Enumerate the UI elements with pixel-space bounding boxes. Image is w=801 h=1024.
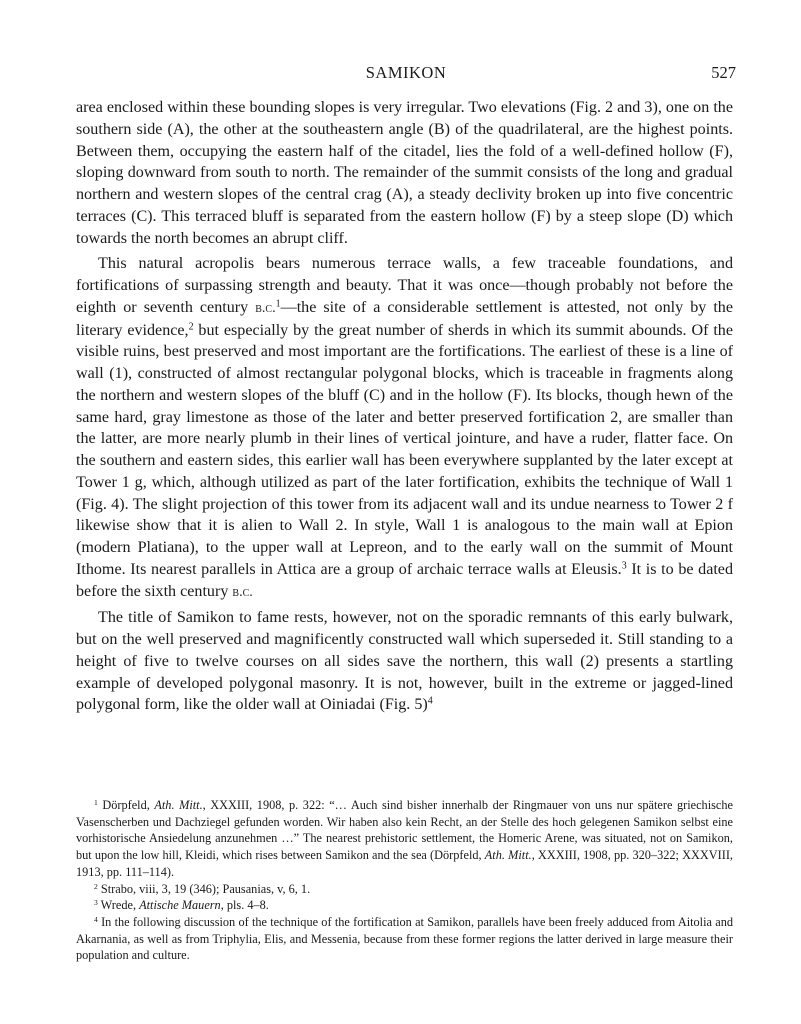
footnote-mark: 1 (94, 797, 98, 807)
paragraph-3: The title of Samikon to fame rests, however, not on the sporadic remnants of this early bulwark, but on the well preserved and magnificently constructed wall which superseded it. Still standing to a height of five to twelve courses on all sides save the northern, this wall (2) presents a startling example of developed polygonal masonry. It is not, however, built in the extreme or jagged-lined polygonal form, like the older wall at Oiniadai (Fig. 5)$^4$ (76, 609, 733, 714)
footnote-4: $^4$ In the following discussion of the technique of the fortification at Samikon, parallels have been freely adduced from Aitolia and Akarnania, as well as from Triphylia, Elis, and Messenia, because from these former regions the latter derived in large measure their population and culture. (76, 914, 733, 963)
footnote-1: $^1$ Dörpfeld, Ath. Mitt., XXXIII, 1908, p. 322: “… Auch sind bisher innerhalb der Ringmauer von uns nur spätere griechische Vasenscherben und Dachziegel gefunden worden. Wir haben also kein Recht, an der Stelle des hoch gelegenen Samikon selbst eine vorhistorische Ansiedelung anzunehmen …” The nearest prehistoric settlement, the Homeric Arene, was situated, not on Samikon, but upon the low hill, Kleidi, which rises between Samikon and the sea (Dörpfeld, Ath. Mitt., XXXIII, 1908, pp. 320–322; XXXVIII, 1913, pp. 111–114). (76, 797, 733, 879)
footnote-mark: 3 (94, 898, 98, 908)
book-title: Attische Mauern (139, 898, 221, 913)
paragraph-2: This natural acropolis bears numerous terrace walls, a few traceable foundations, and fortifications of surpassing strength and beauty. That it was once—though probably not before the eighth or seventh century b.c.$^1$—the site of a considerable settlement is attested, not only by the literary evidence,$^2$ but especially by the great number of sherds in which its summit abounds. Of the visible ruins, best preserved and most important are the fortifications. The earliest of these is a line of wall (1), constructed of almost rectangular polygonal blocks, which is traceable in fragments along the northern and western slopes of the bluff (C) and in the hollow (F). Its blocks, though hewn of the same hard, gray limestone as those of the later and better preserved fortification 2, are smaller than the latter, are more nearly plumb in their lines of vertical jointure, and have a ruder, flatter face. On the southern and eastern sides, this earlier wall has been everywhere supplanted by the later except at Tower 1 g, which, although utilized as part of the later fortification, exhibits the technique of Wall 1 (Fig. 4). The slight projection of this tower from its adjacent wall and its undue nearness to Tower 2 f likewise show that it is alien to Wall 2. In style, Wall 1 is analogous to the main wall at Epion (modern Platiana), to the upper wall at Lepreon, and to the early wall on the summit of Mount Ithome. Its nearest parallels in Attica are a group of archaic terrace walls at Eleusis.$^3$ It is to be dated before the sixth century b.c. (76, 255, 733, 600)
footnote-mark: 2 (94, 881, 98, 891)
journal-title: Ath. Mitt. (484, 848, 532, 863)
running-header (76, 63, 736, 85)
footnote-mark: 4 (94, 914, 98, 924)
running-title: SAMIKON (365, 63, 447, 82)
paragraph-1: area enclosed within these bounding slopes is very irregular. Two elevations (Fig. 2 and 3), one on the southern side (A), the other at the southeastern angle (B) of the quadrilateral, are the highest points. Between them, occupying the eastern half of the citadel, lies the fold of a well-defined hollow (F), sloping downward from south to north. The remainder of the summit consists of the long and gradual northern and western slopes of the central crag (A), a steady declivity broken up into five concentric terraces (C). This terraced bluff is separated from the eastern hollow (F) by a steep slope (D) which towards the north becomes an abrupt cliff. (76, 99, 733, 247)
footnotes (76, 797, 733, 964)
journal-title: Ath. Mitt. (154, 798, 203, 812)
page-number: 527 (711, 63, 736, 82)
footnote-ref-4[interactable]: 4 (427, 695, 433, 707)
footnote-2: $^2$ Strabo, viii, 3, 19 (346); Pausanias, v, 6, 1. (94, 881, 311, 896)
footnote-3: $^3$ Wrede, Attische Mauern, pls. 4–8. (94, 898, 269, 913)
body-text (76, 97, 733, 716)
footnote-ref-2[interactable]: 2 (188, 321, 194, 333)
footnote-ref-3[interactable]: 3 (621, 560, 627, 572)
era-abbreviation: b.c. (232, 583, 253, 600)
footnote-ref-1[interactable]: 1 (275, 298, 281, 310)
era-abbreviation: b.c. (255, 299, 276, 316)
